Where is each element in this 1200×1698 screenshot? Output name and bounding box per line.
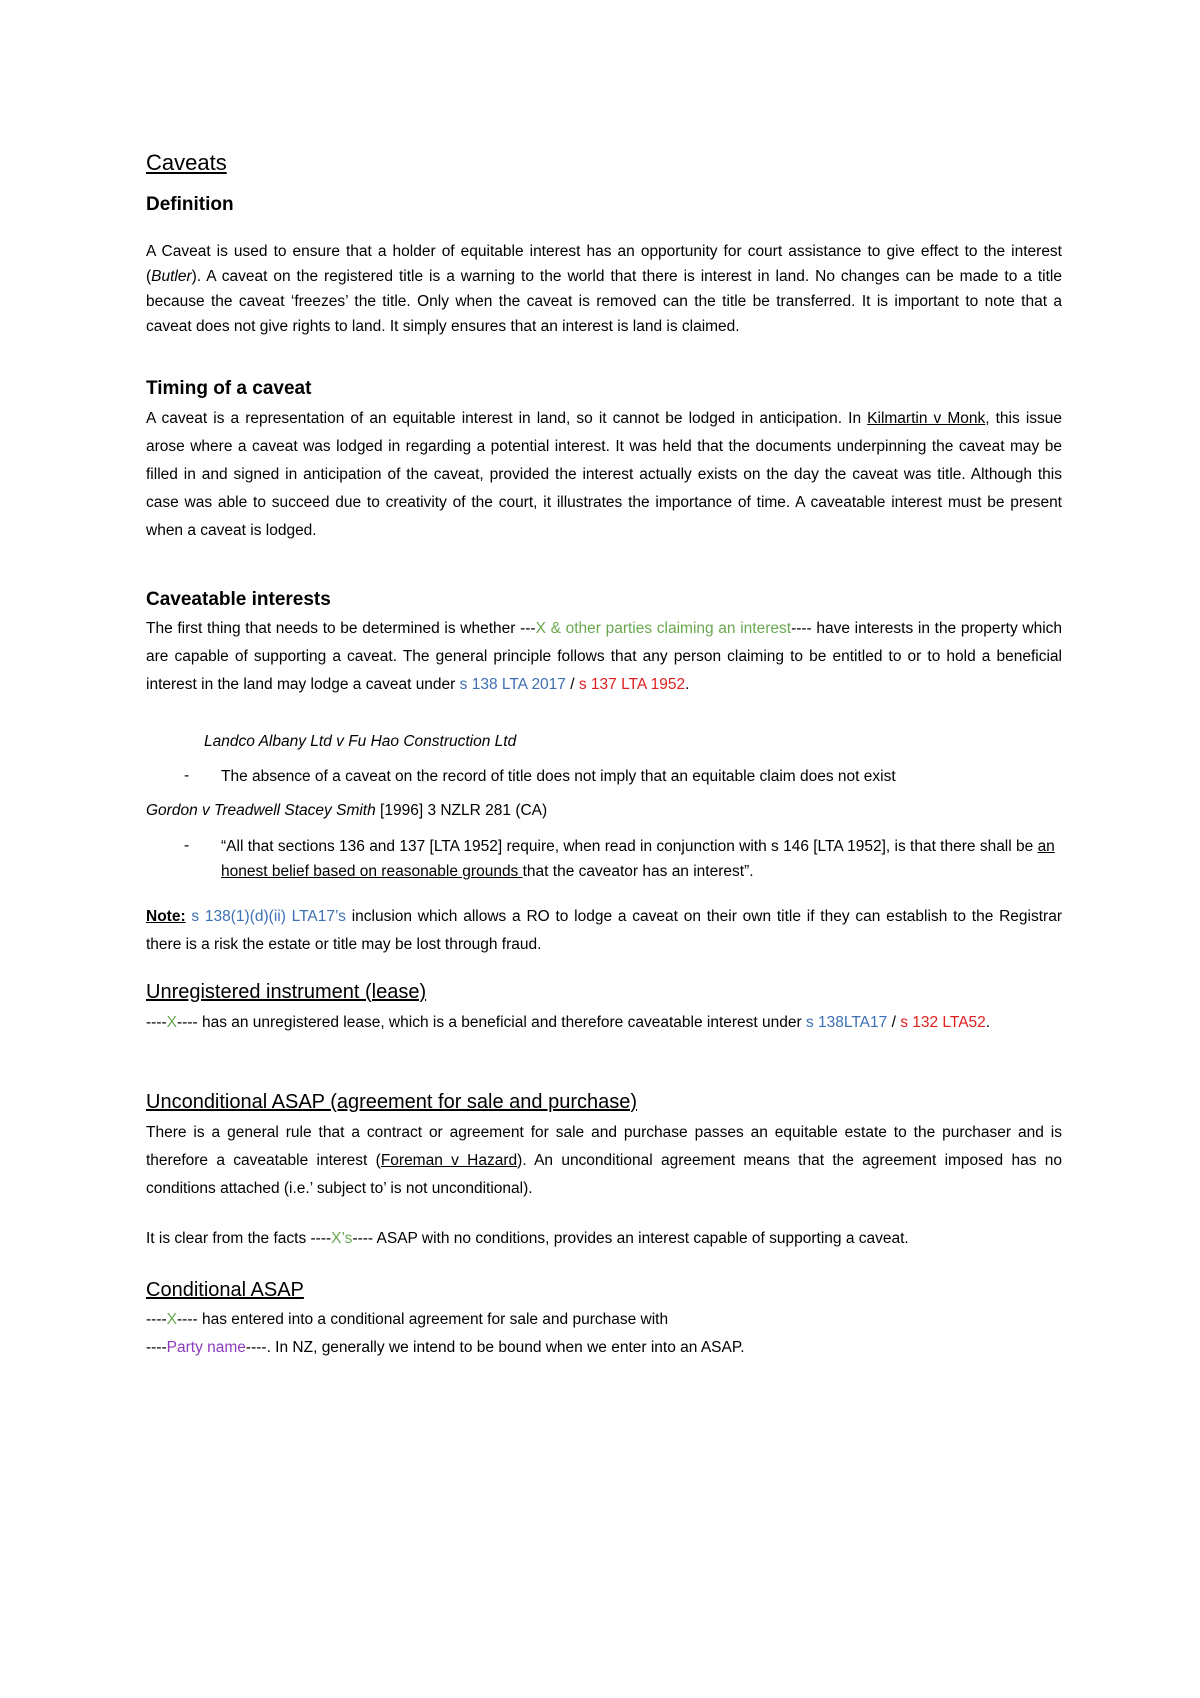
- note-paragraph: Note: s 138(1)(d)(ii) LTA17’s inclusion which allows a RO to lodge a caveat on their own title if they can establish to the Registrar there is a risk the estate or title may be lost through fraud.: [146, 908, 1062, 953]
- heading-definition: Definition: [146, 194, 234, 215]
- heading-unregistered: Unregistered instrument (lease): [146, 981, 427, 1003]
- bullet-dash: -: [184, 837, 190, 854]
- placeholder-x: X’s: [331, 1230, 353, 1247]
- bullet-absence: The absence of a caveat on the record of title does not imply that an equitable claim does not exist: [221, 768, 896, 785]
- conditional-line-1: ----X---- has entered into a conditional agreement for sale and purchase with: [146, 1311, 669, 1328]
- bullet-dash: -: [184, 767, 190, 784]
- bullet-quote: “All that sections 136 and 137 [LTA 1952] require, when read in conjunction with s 146 [LTA 1952], is that there shall be an honest belief based on reasonable grounds that the caveator has an interest”.: [221, 838, 1055, 880]
- caveatable-paragraph: The first thing that needs to be determined is whether ---X & other parties claiming an interest---- have interests in the property which are capable of supporting a caveat. The general principle follows that any person claiming to be entitled to or to hold a beneficial interest in the land may lodge a caveat under s 138 LTA 2017 / s 137 LTA 1952.: [146, 620, 1063, 693]
- heading-conditional: Conditional ASAP: [146, 1279, 304, 1301]
- ref-lta17: s 138LTA17: [805, 1014, 888, 1031]
- timing-paragraph: A caveat is a representation of an equitable interest in land, so it cannot be lodged in anticipation. In Kilmartin v Monk, this issue arose where a caveat was lodged in regarding a potential interest. It was held that the documents underpinning the caveat may be filled in and signed in anticipation of the caveat, provided the interest actually exists on the day the caveat was title. Although this case was able to succeed due to creativity of the court, it illustrates the importance of time. A caveatable interest must be present when a caveat is lodged.: [146, 410, 1063, 539]
- placeholder-x: X: [166, 1014, 177, 1031]
- ref-note: s 138(1)(d)(ii) LTA17’s: [185, 908, 346, 925]
- placeholder-x: X: [166, 1311, 177, 1328]
- unconditional-conclusion: It is clear from the facts ----X’s---- ASAP with no conditions, provides an interest capable of supporting a caveat.: [146, 1230, 909, 1247]
- placeholder-party: Party name: [166, 1339, 246, 1356]
- ref-lta-1952: s 137 LTA 1952: [578, 676, 686, 693]
- heading-timing: Timing of a caveat: [146, 378, 312, 399]
- document-title: Caveats: [146, 150, 227, 175]
- case-butler: Butler: [151, 268, 192, 285]
- case-kilmartin: Kilmartin v Monk: [867, 410, 986, 427]
- note-label: Note:: [146, 908, 186, 925]
- ref-lta-2017: s 138 LTA 2017: [459, 676, 566, 693]
- heading-unconditional: Unconditional ASAP (agreement for sale and purchase): [146, 1091, 638, 1113]
- placeholder-parties: X & other parties claiming an interest: [535, 620, 792, 637]
- heading-caveatable: Caveatable interests: [146, 589, 331, 610]
- unregistered-paragraph: ----X---- has an unregistered lease, which is a beneficial and therefore caveatable interest under s 138LTA17 / s 132 LTA52.: [146, 1014, 991, 1031]
- case-landco: Landco Albany Ltd v Fu Hao Construction Ltd: [204, 733, 517, 750]
- case-foreman: Foreman v Hazard: [380, 1152, 518, 1169]
- unconditional-paragraph: There is a general rule that a contract or agreement for sale and purchase passes an equitable estate to the purchaser and is therefore a caveatable interest (Foreman v Hazard). An unconditional agreement means that the agreement imposed has no conditions attached (i.e.’ subject to’ is not unconditional).: [146, 1124, 1062, 1197]
- definition-paragraph: A Caveat is used to ensure that a holder of equitable interest has an opportunity for court assistance to give effect to the interest (Butler). A caveat on the registered title is a warning to the world that there is interest in land. No changes can be made to a title because the caveat ‘freezes’ the title. Only when the caveat is removed can the title be transferred. It is important to note that a caveat does not give rights to land. It simply ensures that an interest is land is claimed.: [146, 243, 1062, 335]
- case-gordon: Gordon v Treadwell Stacey Smith [1996] 3 NZLR 281 (CA): [146, 802, 548, 819]
- conditional-line-2: ----Party name----. In NZ, generally we intend to be bound when we enter into an ASAP.: [146, 1339, 745, 1356]
- ref-lta52: s 132 LTA52: [900, 1014, 986, 1031]
